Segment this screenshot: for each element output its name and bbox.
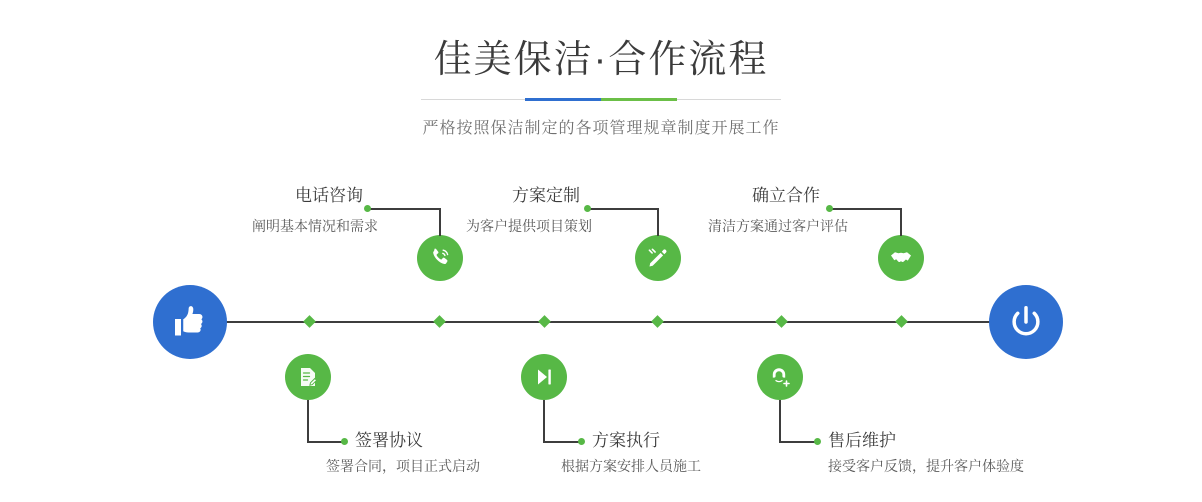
page-title: 佳美保洁·合作流程 (433, 39, 769, 81)
step-label-3 (470, 184, 580, 208)
step-icon-2 (285, 354, 331, 400)
connector-2-horizontal (307, 441, 345, 443)
step-icon-6 (757, 354, 803, 400)
title-divider (421, 98, 781, 101)
connector-2-vertical (307, 400, 309, 442)
timeline-start-node (153, 285, 227, 359)
process-timeline (0, 150, 1202, 502)
connector-dot-4 (578, 438, 585, 445)
step-desc-5: 清洁方案通过客户评估 (708, 218, 848, 234)
connector-3-horizontal (588, 208, 658, 210)
connector-6-vertical (779, 400, 781, 442)
connector-1-horizontal (368, 208, 440, 210)
step-icon-1 (417, 235, 463, 281)
phone-call-icon (428, 246, 452, 270)
step-title-3: 方案定制 (512, 186, 580, 205)
document-edit-icon (296, 365, 320, 389)
pencil-ruler-icon (646, 246, 670, 270)
step-desc-2: 签署合同，项目正式启动 (326, 458, 480, 474)
axis-marker (303, 315, 316, 328)
step-title-1: 电话咨询 (295, 186, 363, 205)
step-label-5 (710, 184, 820, 208)
step-desc-wrap-6 (828, 453, 1024, 477)
axis-marker (433, 315, 446, 328)
step-desc-4: 根据方案安排人员施工 (561, 458, 701, 474)
connector-6-horizontal (779, 441, 817, 443)
step-label-6 (828, 429, 896, 453)
thumbs-up-icon (172, 304, 208, 340)
step-title-2: 签署协议 (355, 431, 423, 450)
timeline-end-node (989, 285, 1063, 359)
step-desc-6: 接受客户反馈，提升客户体验度 (828, 458, 1024, 474)
page-subtitle: 严格按照保洁制定的各项管理规章制度开展工作 (422, 119, 780, 137)
step-desc-wrap-4 (561, 453, 701, 477)
connector-dot-6 (814, 438, 821, 445)
page-header (0, 0, 1202, 138)
connector-4-horizontal (543, 441, 581, 443)
step-title-6: 售后维护 (828, 431, 896, 450)
step-label-1 (253, 184, 363, 208)
step-desc-wrap-2 (326, 453, 480, 477)
connector-dot-1 (364, 205, 371, 212)
step-label-2 (355, 429, 423, 453)
step-title-4: 方案执行 (592, 431, 660, 450)
step-desc-wrap-5 (708, 213, 878, 237)
play-forward-icon (532, 365, 556, 389)
axis-marker (895, 315, 908, 328)
axis-marker (538, 315, 551, 328)
connector-dot-5 (826, 205, 833, 212)
connector-1-vertical (439, 208, 441, 236)
axis-marker (651, 315, 664, 328)
divider-blue-segment (525, 98, 601, 101)
step-icon-3 (635, 235, 681, 281)
step-desc-3: 为客户提供项目策划 (466, 218, 592, 234)
axis-marker (775, 315, 788, 328)
divider-green-segment (601, 98, 677, 101)
connector-3-vertical (657, 208, 659, 236)
customer-support-icon (768, 365, 792, 389)
step-icon-5 (878, 235, 924, 281)
connector-dot-2 (341, 438, 348, 445)
power-icon (1007, 303, 1045, 341)
connector-4-vertical (543, 400, 545, 442)
step-icon-4 (521, 354, 567, 400)
handshake-icon (889, 246, 913, 270)
step-desc-wrap-1 (252, 213, 397, 237)
connector-dot-3 (584, 205, 591, 212)
step-title-5: 确立合作 (752, 186, 820, 205)
connector-5-horizontal (830, 208, 901, 210)
connector-5-vertical (900, 208, 902, 236)
step-desc-wrap-3 (466, 213, 616, 237)
step-label-4 (592, 429, 660, 453)
step-desc-1: 阐明基本情况和需求 (252, 218, 378, 234)
